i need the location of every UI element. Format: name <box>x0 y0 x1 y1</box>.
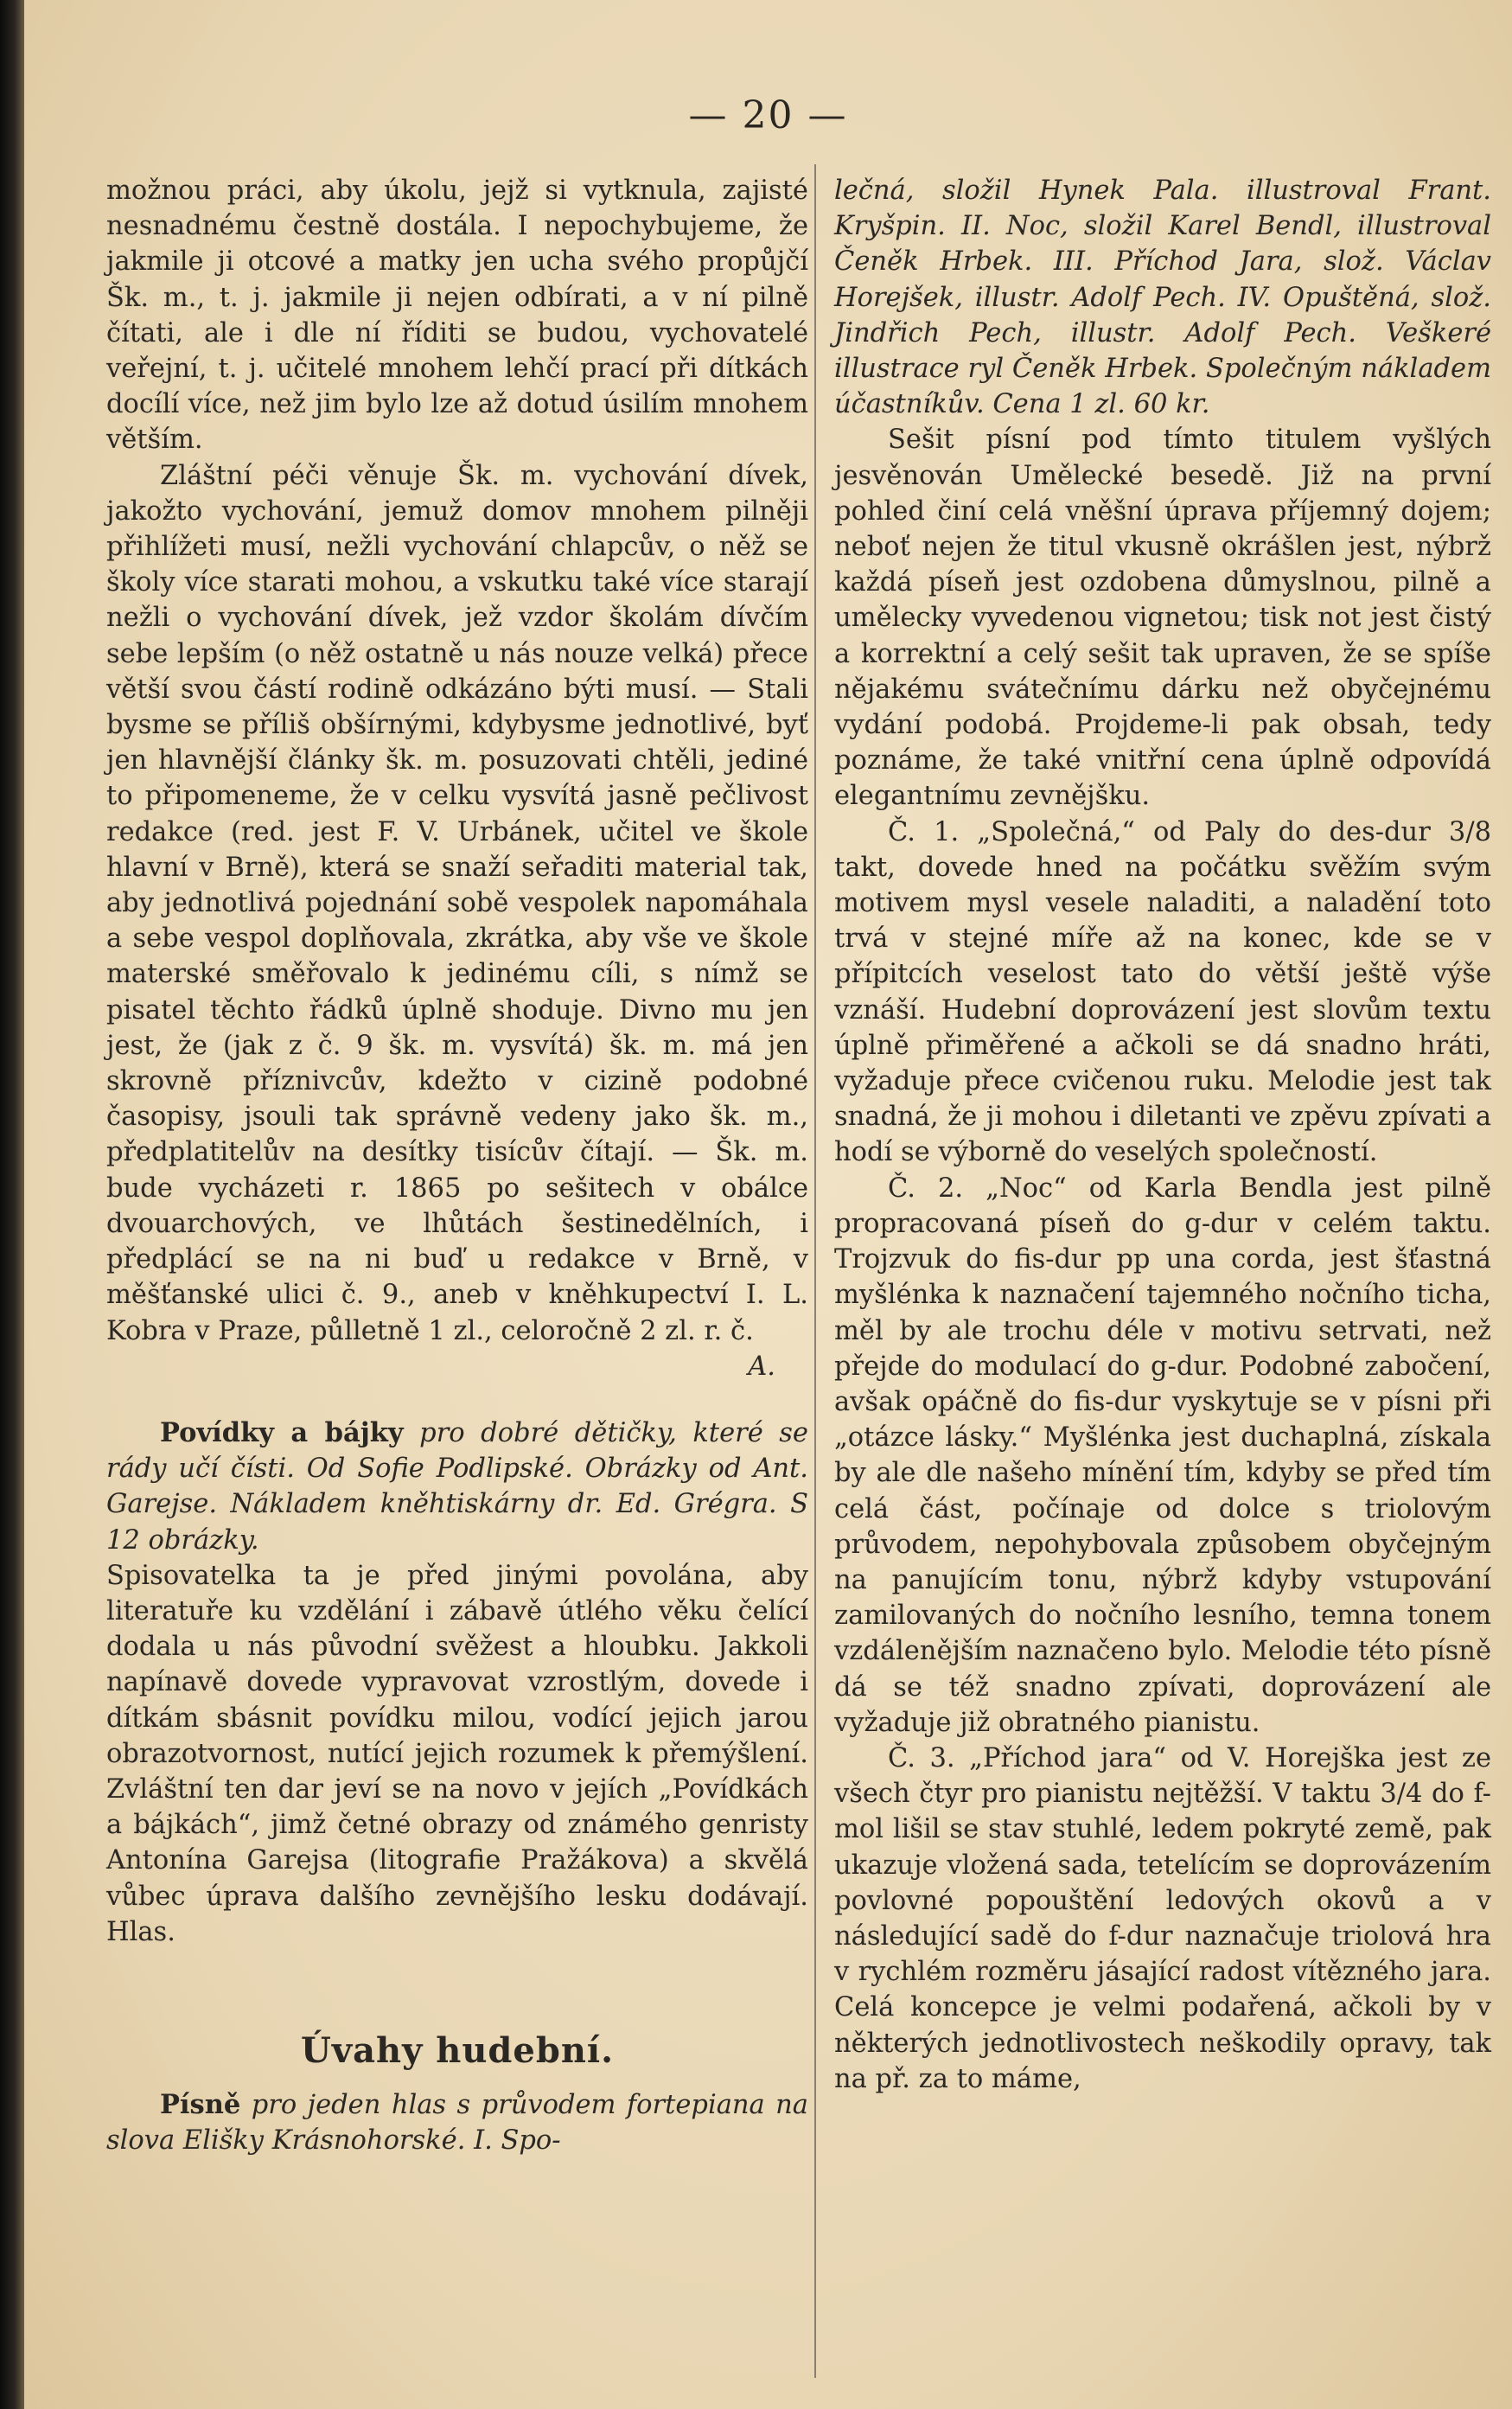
right-paragraph-2: Sešit písní pod tímto titulem vyšlých jesvěnován Umělecké besedě. Již na první pohled činí celá vněšní úprava příjemný dojem; neboť nejen že titul vkusně okrášlen jest, nýbrž každá píseň jest ozdobena důmyslnou, pilně a umělecky vyvedenou vignetou; tisk not jest čistý a korrektní a celý sešit tak upraven, že se spíše nějakému svátečnímu dárku než obyčejnému vydání podobá. Projdeme-li pak obsah, tedy poznáme, že také vnitřní cena úplně odpovídá elegantnímu zevnějšku. <box>834 425 1491 812</box>
section-title: Úvahy hudební. <box>300 2029 615 2071</box>
review-title-italic: pro dobré dětičky, které se rády učí čísti. Od Sofie Podlipské. Obrázky od Ant. Garejse. Nákladem kněhtiskárny dr. Ed. Grégra. S 12 obrázky. <box>106 1417 808 1556</box>
songs-title-italic: pro jeden hlas s průvodem fortepiana na slova Elišky Krásnohorské. I. Spo- <box>106 2090 808 2157</box>
right-paragraph-3: Č. 1. „Společná,“ od Paly do des-dur 3/8 takt, dovede hned na počátku svěžím svým motivem mysl vesele naladiti, a naladění toto trvá v stejné míře až na konec, kde se v přípitcích veselost tato do větší ještě výše vznáší. Hudební doprovázení jest slovům textu úplně přiměřené a ačkoli se dá snadno hráti, vyžaduje přece cvičenou ruku. Melodie jest tak snadná, že ji mohou i diletanti ve zpěvu zpívati a hodí se výborně do veselých společností. <box>834 816 1491 1168</box>
page-number: — 20 — <box>688 93 848 137</box>
review-heading <box>106 1415 808 1558</box>
left-paragraph-1: možnou práci, aby úkolu, jejž si vytknula, zajisté nesnadnému čestně dostála. I nepochybujeme, že jakmile ji otcové a matky jen ucha svého propůjčí Šk. m., t. j. jakmile ji nejen odbírati, a v ní pilně čítati, ale i dle ní říditi se budou, vychovatelé veřejní, t. j. učitelé mnohem lehčí prací při dítkách docílí více, než jim bylo lze až dotud úsilím mnohem větším. <box>106 176 808 456</box>
right-column <box>834 173 1491 2097</box>
page <box>24 0 1512 2409</box>
scan-binding-edge <box>0 0 24 2409</box>
right-paragraph-4: Č. 2. „Noc“ od Karla Bendla jest pilně propracovaná píseň do g-dur v celém taktu. Trojzvuk do fis-dur pp una corda, jest šťastná myšlénka k naznačení tajemného nočního ticha, měl by ale trochu déle v motivu setrvati, než přejde do modulací do g-dur. Podobné zabočení, avšak opáčně do fis-dur vyskytuje se v písni při „otázce lásky.“ Myšlénka jest duchaplná, získala by ale dle našeho mínění tím, kdyby se před tím celá část, počínaje od dolce s triolovým průvodem, nepohybovala způsobem obyčejným na panujícím tonu, nýbrž kdyby vstupování zamilovaných do nočního lesního, temna tonem vzdálenějším naznačeno bylo. Melodie této písně dá se též snadno zpívati, doprovázení ale vyžaduje již obratného pianistu. <box>834 1173 1491 1738</box>
left-paragraph-2 <box>106 458 808 1349</box>
signature-text: A. <box>748 1351 775 1382</box>
songs-title-bold: Písně <box>160 2089 241 2121</box>
left-paragraph-3: Spisovatelka ta je před jinými povolána, aby literatuře ku vzdělání i zábavě útlého věku čelící dodala u nás původní svěžest a hloubku. Jakkoli napínavě dovede vypravovat vzrostlým, dovede i dítkám sbásnit povídku milou, vodící jejich jarou obrazotvornost, nutící jejich rozumek k přemýšlení. Zvláštní ten dar jeví se na novo v jejích „Povídkách a bájkách“, jimž četné obrazy od známého genristy Antonína Garejsa (litografie Pražákova) a skvělá vůbec úprava dalšího zevnějšího lesku dodávají. Hlas. <box>106 1560 808 1947</box>
left-signature <box>106 1349 808 1384</box>
left-paragraph-2-text: Zláštní péči věnuje Šk. m. vychování dívek, jakožto vychování, jemuž domov mnohem pilněji přihlížeti musí, nežli vychování chlapcův, o něž se školy více starati mohou, a vskutku také více starají nežli o vychování dívek, jež vzdor školám dívčím sebe lepším (o něž ostatně u nás nouze velká) přece větší svou částí rodině odkázáno býti musí. — Stali bysme se příliš obšírnými, kdybysme jednotlivé, byť jen hlavnější články šk. m. posuzovati chtěli, jediné to připomeneme, že v celku vysvítá jasně pečlivost redakce (red. jest F. V. Urbánek, učitel ve škole hlavní v Brně), která se snaží seřaditi material tak, aby jednotlivá pojednání sobě vespolek napomáhala a sebe vespol doplňovala, zkrátka, aby vše ve škole materské směřovalo k jedinému cíli, s nímž se pisatel těchto řádků úplně shoduje. Divno mu jen jest, že (jak z č. 9 šk. m. vysvítá) šk. m. má jen skrovně příznivcův, kdežto v cizině podobné časopisy, jsouli tak správně vedeny jako šk. m., předplatitelův na desítky tisícův čítají. — Šk. m. bude vycházeti r. 1865 po sešitech v obálce dvouarchových, ve lhůtách šestinedělních, i předplácí se na ni buď u redakce v Brně, v měšťanské ulici č. 9., aneb v kněhkupectví I. L. Kobra v Praze, půlletně 1 zl., celoročně 2 zl. r. č. <box>106 460 808 1346</box>
review-title-bold: Povídky a bájky <box>160 1416 404 1448</box>
left-column <box>106 173 808 2159</box>
right-paragraph-1: lečná, složil Hynek Pala. illustroval Frant. Kryšpin. II. Noc, složil Karel Bendl, illustroval Čeněk Hrbek. III. Příchod Jara, slož. Václav Horejšek, illustr. Adolf Pech. IV. Opuštěná, slož. Jindřich Pech, illustr. Adolf Pech. Veškeré illustrace ryl Čeněk Hrbek. Společným nákladem účastníkův. Cena 1 zl. 60 kr. <box>834 176 1491 420</box>
right-paragraph-5: Č. 3. „Příchod jara“ od V. Horejška jest ze všech čtyr pro pianistu nejtěžší. V taktu 3/4 do f-mol lišil se stav stuhlé, ledem pokryté země, pak ukazuje vložená sada, tetelícím se doprovázením povlovné popouštění ledových okovů a v následující sadě do f-dur naznačuje triolová hra v rychlém rozměru jásající radost vítězného jara. Celá koncepce je velmi podařená, ačkoli by v některých jednotlivostech neškodily opravy, tak na př. za to máme, <box>834 1742 1491 2094</box>
column-divider <box>814 164 816 2378</box>
songs-heading <box>106 2087 808 2158</box>
